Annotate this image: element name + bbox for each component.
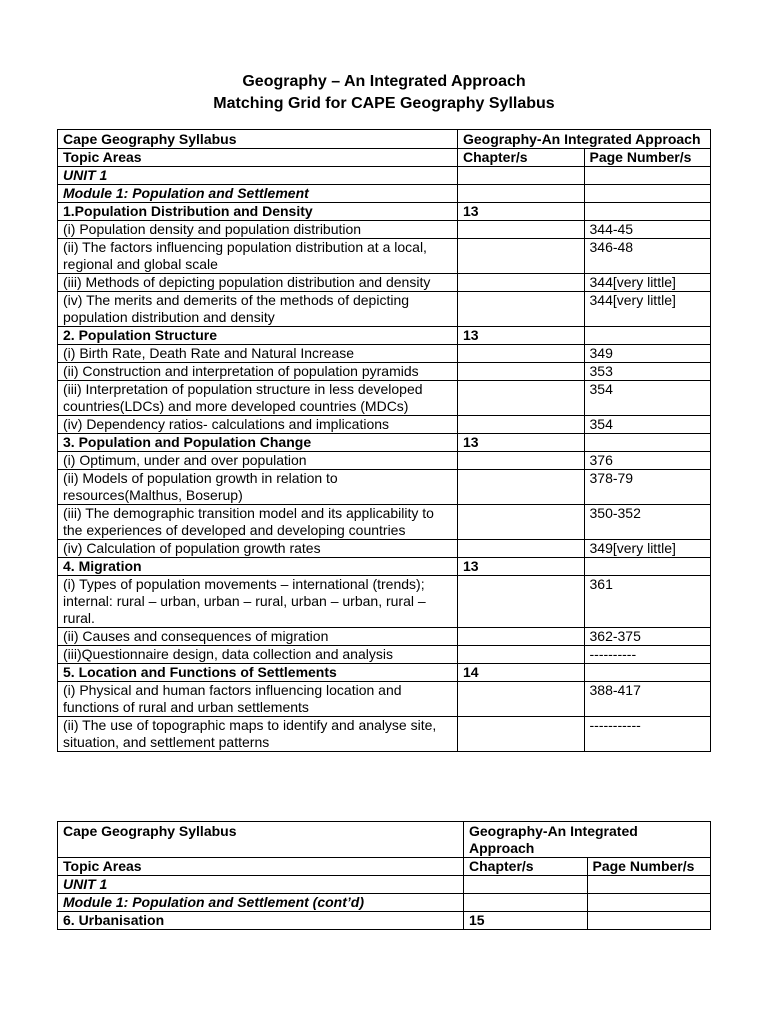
chapter-cell: 15 <box>464 912 588 930</box>
page-cell <box>584 558 711 576</box>
topic-cell: (iii) The demographic transition model and its applicability to the experiences of developed and developing countries <box>58 505 458 540</box>
chapter-cell: 14 <box>458 664 585 682</box>
chapter-cell: 13 <box>458 434 585 452</box>
chapter-cell <box>458 576 585 628</box>
module-label: Module 1: Population and Settlement (cont’d) <box>58 894 464 912</box>
topic-areas-header: Topic Areas <box>58 858 464 876</box>
chapter-cell: 13 <box>458 203 585 221</box>
page-cell: 349 <box>584 345 711 363</box>
page-cell <box>584 167 711 185</box>
table-row <box>58 345 711 363</box>
table-row <box>58 167 711 185</box>
topic-cell: (i) Optimum, under and over population <box>58 452 458 470</box>
book-header: Geography-An Integrated Approach <box>458 130 711 149</box>
table-row <box>58 876 711 894</box>
page-cell: 388-417 <box>584 682 711 717</box>
table-row <box>58 682 711 717</box>
table-row <box>58 505 711 540</box>
topic-cell: (i) Birth Rate, Death Rate and Natural Increase <box>58 345 458 363</box>
page-cell: 350-352 <box>584 505 711 540</box>
topic-cell: (i) Physical and human factors influencing location and functions of rural and urban settlements <box>58 682 458 717</box>
page-cell <box>587 894 711 912</box>
chapter-cell <box>458 452 585 470</box>
page-cell <box>584 327 711 345</box>
section-heading: 4. Migration <box>58 558 458 576</box>
page-cell <box>584 203 711 221</box>
section-heading: 6. Urbanisation <box>58 912 464 930</box>
topic-areas-header: Topic Areas <box>58 149 458 167</box>
topic-cell: (iii) Interpretation of population structure in less developed countries(LDCs) and more developed countries (MDCs) <box>58 381 458 416</box>
chapter-cell <box>464 894 588 912</box>
pages-header: Page Number/s <box>587 858 711 876</box>
page-cell: 354 <box>584 416 711 434</box>
chapter-cell <box>458 381 585 416</box>
chapter-cell <box>458 505 585 540</box>
chapter-cell <box>458 646 585 664</box>
page-cell: 361 <box>584 576 711 628</box>
chapter-cell <box>458 363 585 381</box>
syllabus-header: Cape Geography Syllabus <box>58 822 464 858</box>
table-row <box>58 558 711 576</box>
table-row <box>58 203 711 221</box>
table-row <box>58 912 711 930</box>
book-header: Geography-An Integrated Approach <box>464 822 711 858</box>
chapter-cell <box>458 274 585 292</box>
topic-cell: (iv) Dependency ratios- calculations and implications <box>58 416 458 434</box>
section-heading: 3. Population and Population Change <box>58 434 458 452</box>
chapter-cell <box>458 470 585 505</box>
page-cell: 376 <box>584 452 711 470</box>
table-row <box>58 185 711 203</box>
page-cell: 346-48 <box>584 239 711 274</box>
chapter-cell <box>458 628 585 646</box>
document-subtitle: Matching Grid for CAPE Geography Syllabus <box>213 95 555 112</box>
table-row <box>58 894 711 912</box>
topic-cell: (iv) The merits and demerits of the methods of depicting population distribution and density <box>58 292 458 327</box>
topic-cell: (iii)Questionnaire design, data collection and analysis <box>58 646 458 664</box>
topic-cell: (iii) Methods of depicting population distribution and density <box>58 274 458 292</box>
chapter-cell <box>458 416 585 434</box>
pages-header: Page Number/s <box>584 149 711 167</box>
chapter-cell <box>458 185 585 203</box>
chapter-cell <box>458 167 585 185</box>
table-row <box>58 664 711 682</box>
chapter-cell <box>458 717 585 752</box>
unit-label: UNIT 1 <box>58 876 464 894</box>
table-row <box>58 274 711 292</box>
table-row <box>58 646 711 664</box>
topic-cell: (ii) The use of topographic maps to identify and analyse site, situation, and settlement patterns <box>58 717 458 752</box>
chapter-cell <box>458 682 585 717</box>
page-cell <box>584 434 711 452</box>
page-cell: 344[very little] <box>584 292 711 327</box>
chapters-header: Chapter/s <box>458 149 585 167</box>
chapter-cell: 13 <box>458 558 585 576</box>
chapter-cell: 13 <box>458 327 585 345</box>
section-heading: 5. Location and Functions of Settlements <box>58 664 458 682</box>
topic-cell: (i) Population density and population distribution <box>58 221 458 239</box>
document-title: Geography – An Integrated Approach <box>242 73 526 90</box>
page-cell: 354 <box>584 381 711 416</box>
page-cell <box>584 185 711 203</box>
table-row <box>58 576 711 628</box>
page-cell: ----------- <box>584 717 711 752</box>
topic-cell: (iv) Calculation of population growth rates <box>58 540 458 558</box>
unit-label: UNIT 1 <box>58 167 458 185</box>
table-row <box>58 292 711 327</box>
topic-cell: (ii) Models of population growth in relation to resources(Malthus, Boserup) <box>58 470 458 505</box>
topic-cell: (ii) Construction and interpretation of population pyramids <box>58 363 458 381</box>
table-row <box>58 221 711 239</box>
chapter-cell <box>458 540 585 558</box>
page-cell <box>587 876 711 894</box>
matching-grid-table-2 <box>57 821 711 930</box>
page-cell: 344[very little] <box>584 274 711 292</box>
page-cell: 362-375 <box>584 628 711 646</box>
table-row <box>58 628 711 646</box>
chapter-cell <box>464 876 588 894</box>
page-cell: 378-79 <box>584 470 711 505</box>
table-row <box>58 452 711 470</box>
table-row <box>58 434 711 452</box>
matching-grid-table-1 <box>57 129 711 752</box>
chapter-cell <box>458 221 585 239</box>
page-cell: 344-45 <box>584 221 711 239</box>
table-row <box>58 540 711 558</box>
page-cell <box>584 664 711 682</box>
topic-cell: (i) Types of population movements – international (trends); internal: rural – urban, urban – rural, urban – urban, rural – rural. <box>58 576 458 628</box>
chapters-header: Chapter/s <box>464 858 588 876</box>
page-cell: 353 <box>584 363 711 381</box>
section-heading: 2. Population Structure <box>58 327 458 345</box>
table-row <box>58 717 711 752</box>
table-row <box>58 381 711 416</box>
syllabus-header: Cape Geography Syllabus <box>58 130 458 149</box>
table-row <box>58 416 711 434</box>
page-cell: ---------- <box>584 646 711 664</box>
section-heading: 1.Population Distribution and Density <box>58 203 458 221</box>
page-cell <box>587 912 711 930</box>
chapter-cell <box>458 239 585 274</box>
module-label: Module 1: Population and Settlement <box>58 185 458 203</box>
chapter-cell <box>458 292 585 327</box>
table-row <box>58 327 711 345</box>
table-row <box>58 470 711 505</box>
topic-cell: (ii) The factors influencing population distribution at a local, regional and global scale <box>58 239 458 274</box>
chapter-cell <box>458 345 585 363</box>
table-row <box>58 239 711 274</box>
page-cell: 349[very little] <box>584 540 711 558</box>
topic-cell: (ii) Causes and consequences of migration <box>58 628 458 646</box>
table-row <box>58 363 711 381</box>
